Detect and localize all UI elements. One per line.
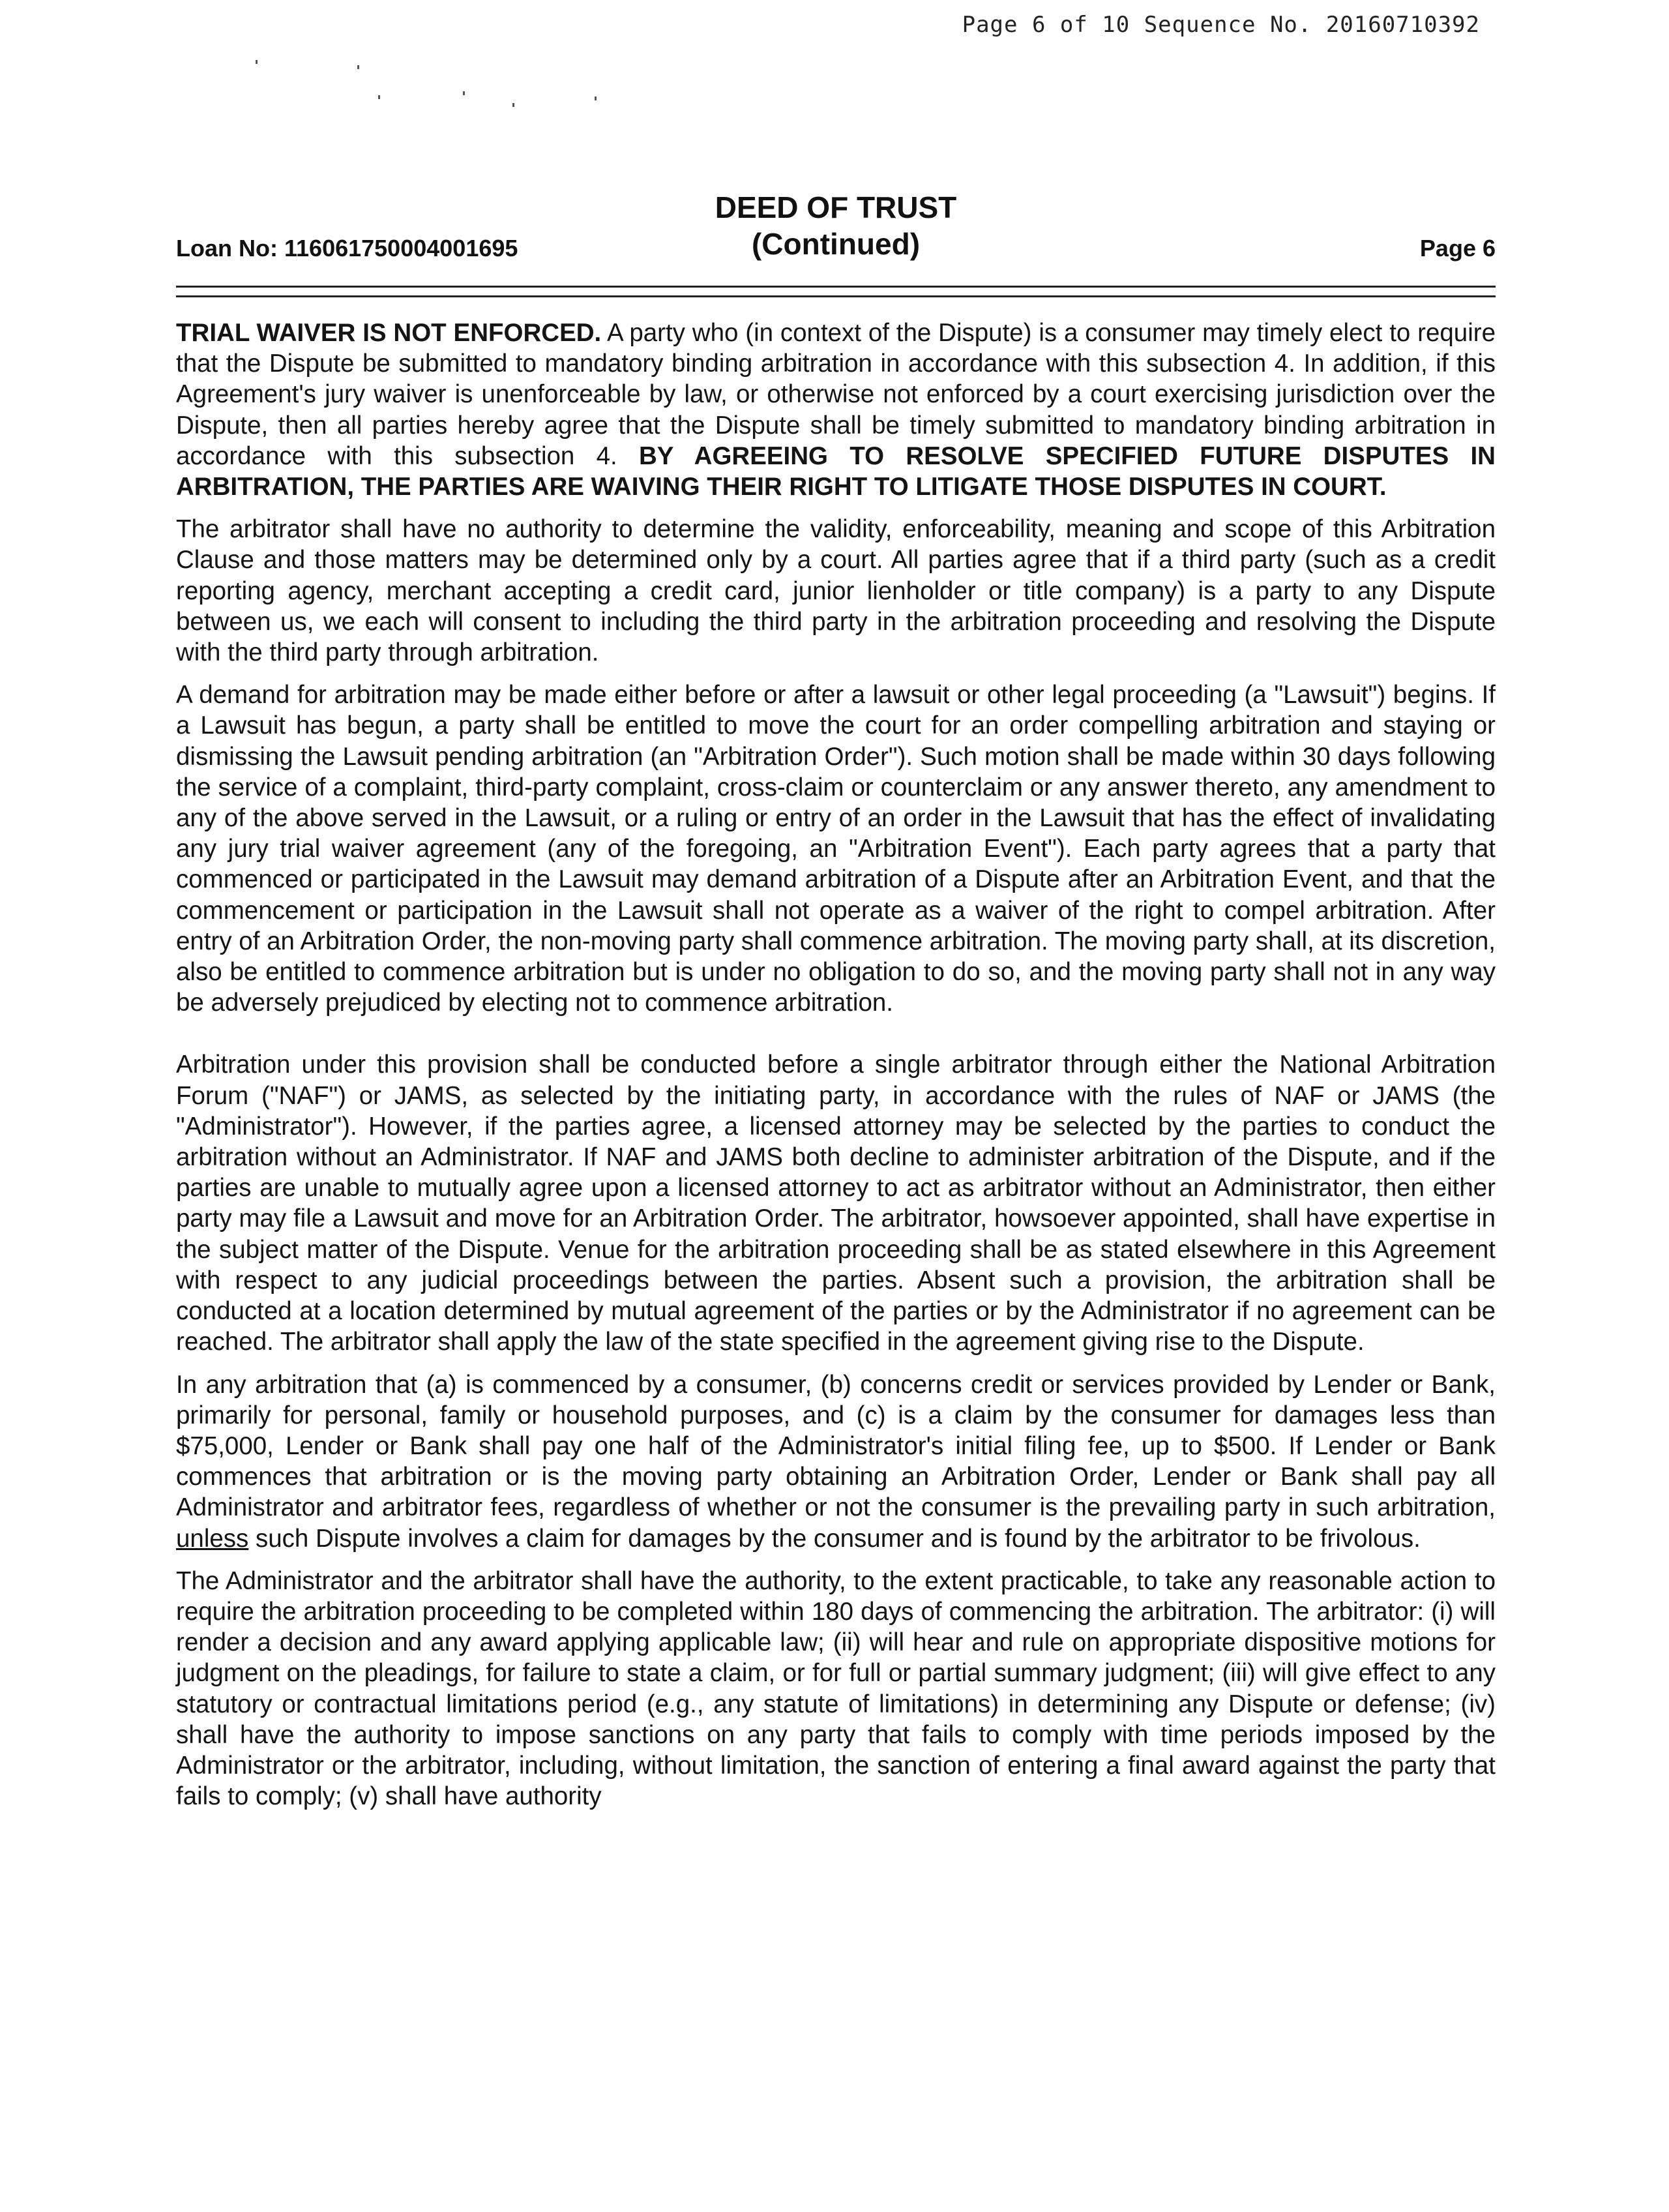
paragraph-heading: TRIAL WAIVER IS NOT ENFORCED. [176, 319, 602, 347]
fees-text-after: such Dispute involves a claim for damages by the consumer and is found by the arbitrator to be frivolous. [248, 1524, 1421, 1553]
fax-page-stamp: Page 6 of 10 Sequence No. 20160710392 [962, 12, 1480, 38]
divider-line-top [176, 286, 1496, 288]
paragraph-arbitration-fees [176, 1369, 1496, 1554]
title-line-2: (Continued) [751, 227, 921, 261]
document-body [176, 318, 1496, 1812]
loan-number-value: 116061750004001695 [284, 235, 518, 262]
document-header [176, 189, 1496, 267]
header-divider [176, 286, 1496, 297]
document-title [715, 189, 957, 262]
paragraph-arbitrator-authority: The arbitrator shall have no authority to determine the validity, enforceability, meaning and scope of this Arbitration Clause and those matters may be determined only by a court. All parties agree that if a third party (such as a credit reporting agency, merchant accepting a credit card, junior lienholder or title company) is a party to any Dispute between us, we each will consent to including the third party in the arbitration proceeding and resolving the Dispute with the third party through arbitration. [176, 515, 1496, 667]
page-number: Page 6 [1419, 235, 1496, 262]
fees-text-before: In any arbitration that (a) is commenced by a consumer, (b) concerns credit or services provided by Lender or Bank, primarily for personal, family or household purposes, and (c) is a claim by the consumer for damages less than $75,000, Lender or Bank shall pay one half of the Administrator's initial filing fee, up to $500. If Lender or Bank commences that arbitration or is the moving party obtaining an Arbitration Order, Lender or Bank shall pay all Administrator and arbitrator fees, regardless of whether or not the consumer is the prevailing party in such arbitration, [176, 1370, 1496, 1522]
divider-line-bottom [176, 295, 1496, 297]
paragraph-demand-for-arbitration: A demand for arbitration may be made either before or after a lawsuit or other legal proceeding (a "Lawsuit") begins. If a Lawsuit has begun, a party shall be entitled to move the court for an order compelling arbitration and staying or dismissing the Lawsuit pending arbitration (an "Arbitration Order"). Such motion shall be made within 30 days following the service of a complaint, third-party complaint, cross-claim or counterclaim or any answer thereto, any amendment to any of the above served in the Lawsuit, or a ruling or entry of an order in the Lawsuit that has the effect of invalidating any jury trial waiver agreement (any of the foregoing, an "Arbitration Event"). Each party agrees that a party that commenced or participated in the Lawsuit may demand arbitration of a Dispute after an Arbitration Event, and that the commencement or participation in the Lawsuit shall not operate as a waiver of the right to compel arbitration. After entry of an Arbitration Order, the non-moving party shall commence arbitration. The moving party shall, at its discretion, also be entitled to commence arbitration but is under no obligation to do so, and the moving party shall not in any way be adversely prejudiced by electing not to commence arbitration. [176, 681, 1496, 1017]
underlined-unless: unless [176, 1524, 249, 1553]
paragraph-arbitration-provider: Arbitration under this provision shall be conducted before a single arbitrator through either the National Arbitration Forum ("NAF") or JAMS, as selected by the initiating party, in accordance with the rules of NAF or JAMS (the "Administrator"). However, if the parties agree, a licensed attorney may be selected by the parties to conduct the arbitration without an Administrator. If NAF and JAMS both decline to administer arbitration of the Dispute, and if the parties are unable to mutually agree upon a licensed attorney to act as arbitrator without an Administrator, then either party may file a Lawsuit and move for an Arbitration Order. The arbitrator, howsoever appointed, shall have expertise in the subject matter of the Dispute. Venue for the arbitration proceeding shall be as stated elsewhere in this Agreement with respect to any judicial proceedings between the parties. Absent such a provision, the arbitration shall be conducted at a location determined by mutual agreement of the parties or by the Administrator if no agreement can be reached. The arbitrator shall apply the law of the state specified in the agreement giving rise to the Dispute. [176, 1051, 1496, 1356]
title-line-1: DEED OF TRUST [715, 190, 957, 224]
loan-label: Loan No: [176, 235, 278, 262]
paragraph-text: A party who (in context of the Dispute) is a consumer may timely elect to require that the Dispute be submitted to mandatory binding arbitration in accordance with this subsection 4. In addition, if this Agreement's jury waiver is unenforceable by law, or otherwise not enforced by a court exercising jurisdiction over the Dispute, then all parties hereby agree that the Dispute shall be timely submitted to mandatory binding arbitration in accordance with this subsection 4. [176, 319, 1496, 470]
paragraph-arbitrator-powers: The Administrator and the arbitrator shall have the authority, to the extent practicable, to take any reasonable action to require the arbitration proceeding to be completed within 180 days of commencing the arbitration. The arbitrator: (i) will render a decision and any award applying applicable law; (ii) will hear and rule on appropriate dispositive motions for judgment on the pleadings, for failure to state a claim, or for full or partial summary judgment; (iii) will give effect to any statutory or contractual limitations period (e.g., any statute of limitations) in determining any Dispute or defense; (iv) shall have the authority to impose sanctions on any party that fails to comply with time periods imposed by the Administrator or the arbitrator, including, without limitation, the sanction of entering a final award against the party that fails to comply; (v) shall have authority [176, 1566, 1496, 1811]
arbitration-notice: BY AGREEING TO RESOLVE SPECIFIED FUTURE DISPUTES IN ARBITRATION, THE PARTIES ARE WAIVING THEIR RIGHT TO LITIGATE THOSE DISPUTES IN COURT. [176, 441, 1496, 501]
loan-number [176, 235, 518, 262]
paragraph-trial-waiver [176, 318, 1496, 502]
